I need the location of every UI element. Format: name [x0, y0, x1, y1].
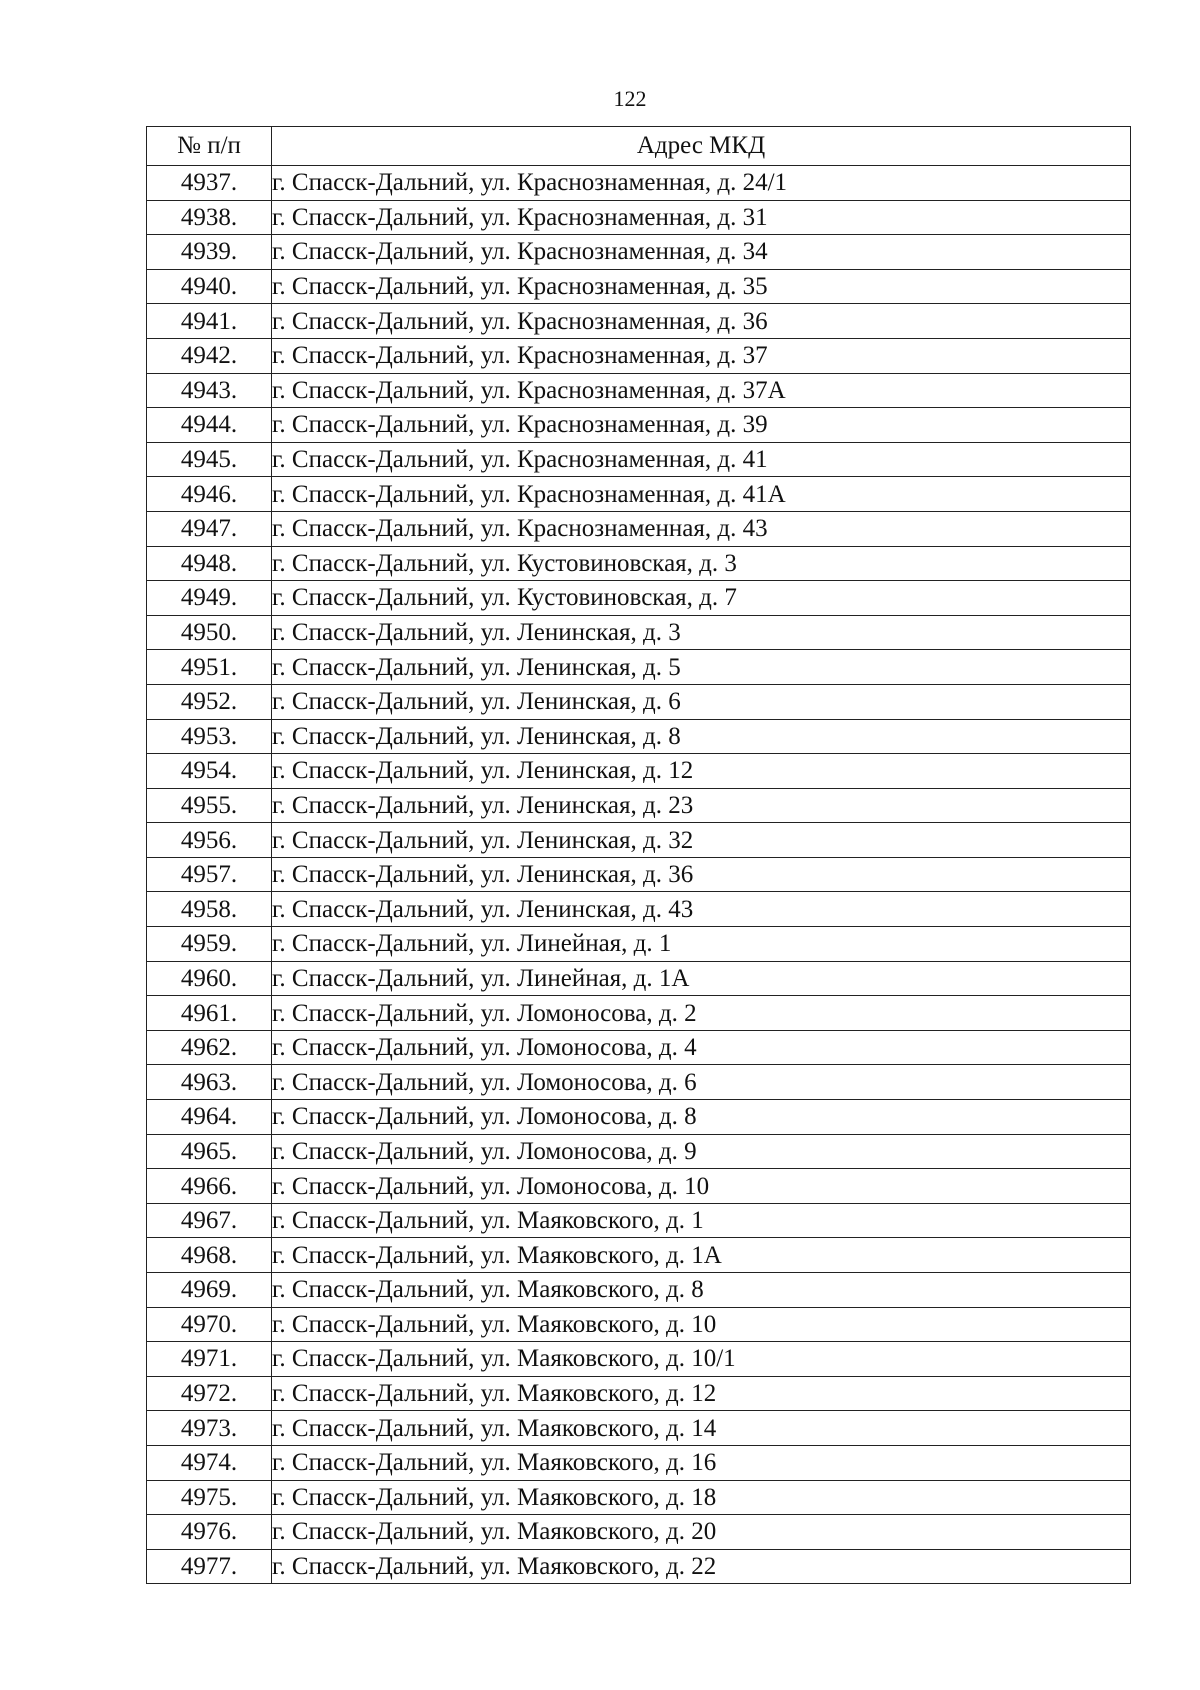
table-row	[147, 1515, 1131, 1550]
table-row	[147, 442, 1131, 477]
row-number-cell: 4943.	[147, 373, 272, 408]
row-number-cell: 4963.	[147, 1065, 272, 1100]
table-row	[147, 996, 1131, 1031]
table-row	[147, 1134, 1131, 1169]
row-number-cell: 4959.	[147, 927, 272, 962]
table-row	[147, 1273, 1131, 1308]
page-number: 122	[613, 86, 647, 111]
address-cell: г. Спасск-Дальний, ул. Краснознаменная, д. 37А	[272, 373, 1131, 408]
table-row	[147, 788, 1131, 823]
address-cell: г. Спасск-Дальний, ул. Ленинская, д. 6	[272, 684, 1131, 719]
table-row	[147, 235, 1131, 270]
row-number-cell: 4952.	[147, 684, 272, 719]
table-row	[147, 892, 1131, 927]
table-row	[147, 338, 1131, 373]
row-number-cell: 4957.	[147, 857, 272, 892]
address-cell: г. Спасск-Дальний, ул. Ломоносова, д. 6	[272, 1065, 1131, 1100]
address-table	[146, 126, 1131, 1584]
address-cell: г. Спасск-Дальний, ул. Краснознаменная, д. 43	[272, 511, 1131, 546]
row-number-cell: 4949.	[147, 581, 272, 616]
row-number-cell: 4970.	[147, 1307, 272, 1342]
table-row	[147, 927, 1131, 962]
row-number-cell: 4958.	[147, 892, 272, 927]
address-cell: г. Спасск-Дальний, ул. Маяковского, д. 18	[272, 1480, 1131, 1515]
address-cell: г. Спасск-Дальний, ул. Краснознаменная, д. 37	[272, 338, 1131, 373]
row-number-cell: 4968.	[147, 1238, 272, 1273]
table-header-row	[147, 127, 1131, 166]
row-number-cell: 4946.	[147, 477, 272, 512]
row-number-cell: 4960.	[147, 961, 272, 996]
address-cell: г. Спасск-Дальний, ул. Ленинская, д. 23	[272, 788, 1131, 823]
table-row	[147, 1549, 1131, 1584]
row-number-cell: 4939.	[147, 235, 272, 270]
row-number-cell: 4973.	[147, 1411, 272, 1446]
table-row	[147, 511, 1131, 546]
address-cell: г. Спасск-Дальний, ул. Ленинская, д. 32	[272, 823, 1131, 858]
address-cell: г. Спасск-Дальний, ул. Ленинская, д. 3	[272, 615, 1131, 650]
table-row	[147, 1480, 1131, 1515]
table-header	[147, 127, 1131, 166]
row-number-cell: 4971.	[147, 1342, 272, 1377]
row-number-cell: 4956.	[147, 823, 272, 858]
table-row	[147, 1169, 1131, 1204]
table-row	[147, 615, 1131, 650]
row-number-cell: 4967.	[147, 1203, 272, 1238]
row-number-cell: 4944.	[147, 408, 272, 443]
address-cell: г. Спасск-Дальний, ул. Маяковского, д. 10/1	[272, 1342, 1131, 1377]
address-cell: г. Спасск-Дальний, ул. Краснознаменная, д. 36	[272, 304, 1131, 339]
address-cell: г. Спасск-Дальний, ул. Маяковского, д. 16	[272, 1445, 1131, 1480]
row-number-cell: 4937.	[147, 166, 272, 201]
row-number-cell: 4948.	[147, 546, 272, 581]
address-cell: г. Спасск-Дальний, ул. Маяковского, д. 8	[272, 1273, 1131, 1308]
address-cell: г. Спасск-Дальний, ул. Ломоносова, д. 9	[272, 1134, 1131, 1169]
address-cell: г. Спасск-Дальний, ул. Маяковского, д. 12	[272, 1376, 1131, 1411]
row-number-cell: 4972.	[147, 1376, 272, 1411]
table-row	[147, 719, 1131, 754]
address-cell: г. Спасск-Дальний, ул. Краснознаменная, д. 39	[272, 408, 1131, 443]
address-cell: г. Спасск-Дальний, ул. Ленинская, д. 36	[272, 857, 1131, 892]
table-row	[147, 1342, 1131, 1377]
address-cell: г. Спасск-Дальний, ул. Ленинская, д. 5	[272, 650, 1131, 685]
row-number-cell: 4976.	[147, 1515, 272, 1550]
row-number-cell: 4964.	[147, 1100, 272, 1135]
row-number-cell: 4951.	[147, 650, 272, 685]
address-cell: г. Спасск-Дальний, ул. Ленинская, д. 8	[272, 719, 1131, 754]
address-cell: г. Спасск-Дальний, ул. Ломоносова, д. 4	[272, 1030, 1131, 1065]
row-number-cell: 4961.	[147, 996, 272, 1031]
row-number-cell: 4955.	[147, 788, 272, 823]
row-number-cell: 4942.	[147, 338, 272, 373]
row-number-cell: 4962.	[147, 1030, 272, 1065]
address-cell: г. Спасск-Дальний, ул. Маяковского, д. 22	[272, 1549, 1131, 1584]
address-cell: г. Спасск-Дальний, ул. Кустовиновская, д. 7	[272, 581, 1131, 616]
row-number-cell: 4953.	[147, 719, 272, 754]
address-cell: г. Спасск-Дальний, ул. Ленинская, д. 12	[272, 754, 1131, 789]
table-row	[147, 1238, 1131, 1273]
row-number-cell: 4941.	[147, 304, 272, 339]
address-cell: г. Спасск-Дальний, ул. Краснознаменная, д. 31	[272, 200, 1131, 235]
address-cell: г. Спасск-Дальний, ул. Ломоносова, д. 2	[272, 996, 1131, 1031]
address-cell: г. Спасск-Дальний, ул. Линейная, д. 1А	[272, 961, 1131, 996]
table-row	[147, 857, 1131, 892]
address-cell: г. Спасск-Дальний, ул. Краснознаменная, д. 35	[272, 269, 1131, 304]
address-cell: г. Спасск-Дальний, ул. Краснознаменная, д. 24/1	[272, 166, 1131, 201]
table-row	[147, 1376, 1131, 1411]
address-cell: г. Спасск-Дальний, ул. Ломоносова, д. 8	[272, 1100, 1131, 1135]
row-number-cell: 4947.	[147, 511, 272, 546]
table-row	[147, 200, 1131, 235]
table-body	[147, 166, 1131, 1584]
table-row	[147, 408, 1131, 443]
row-number-cell: 4969.	[147, 1273, 272, 1308]
table-row	[147, 650, 1131, 685]
address-cell: г. Спасск-Дальний, ул. Краснознаменная, д. 41	[272, 442, 1131, 477]
address-cell: г. Спасск-Дальний, ул. Маяковского, д. 20	[272, 1515, 1131, 1550]
row-number-cell: 4940.	[147, 269, 272, 304]
address-cell: г. Спасск-Дальний, ул. Маяковского, д. 14	[272, 1411, 1131, 1446]
row-number-cell: 4950.	[147, 615, 272, 650]
table-row	[147, 961, 1131, 996]
address-cell: г. Спасск-Дальний, ул. Краснознаменная, д. 41А	[272, 477, 1131, 512]
table-row	[147, 754, 1131, 789]
row-number-cell: 4938.	[147, 200, 272, 235]
table-row	[147, 1445, 1131, 1480]
table-row	[147, 581, 1131, 616]
row-number-cell: 4977.	[147, 1549, 272, 1584]
address-cell: г. Спасск-Дальний, ул. Краснознаменная, д. 34	[272, 235, 1131, 270]
column-header-number: № п/п	[147, 127, 272, 166]
table-row	[147, 546, 1131, 581]
address-cell: г. Спасск-Дальний, ул. Линейная, д. 1	[272, 927, 1131, 962]
address-cell: г. Спасск-Дальний, ул. Ленинская, д. 43	[272, 892, 1131, 927]
address-cell: г. Спасск-Дальний, ул. Маяковского, д. 1	[272, 1203, 1131, 1238]
table-row	[147, 1100, 1131, 1135]
table-row	[147, 684, 1131, 719]
address-cell: г. Спасск-Дальний, ул. Ломоносова, д. 10	[272, 1169, 1131, 1204]
table-row	[147, 373, 1131, 408]
table-row	[147, 823, 1131, 858]
table-row	[147, 1030, 1131, 1065]
table-row	[147, 1065, 1131, 1100]
address-cell: г. Спасск-Дальний, ул. Маяковского, д. 1А	[272, 1238, 1131, 1273]
row-number-cell: 4966.	[147, 1169, 272, 1204]
row-number-cell: 4954.	[147, 754, 272, 789]
table-row	[147, 477, 1131, 512]
table-row	[147, 1307, 1131, 1342]
row-number-cell: 4965.	[147, 1134, 272, 1169]
table-row	[147, 166, 1131, 201]
row-number-cell: 4974.	[147, 1445, 272, 1480]
table-row	[147, 269, 1131, 304]
address-cell: г. Спасск-Дальний, ул. Кустовиновская, д. 3	[272, 546, 1131, 581]
row-number-cell: 4945.	[147, 442, 272, 477]
table-row	[147, 1411, 1131, 1446]
table-row	[147, 1203, 1131, 1238]
row-number-cell: 4975.	[147, 1480, 272, 1515]
table-row	[147, 304, 1131, 339]
column-header-address: Адрес МКД	[272, 127, 1131, 166]
address-cell: г. Спасск-Дальний, ул. Маяковского, д. 10	[272, 1307, 1131, 1342]
